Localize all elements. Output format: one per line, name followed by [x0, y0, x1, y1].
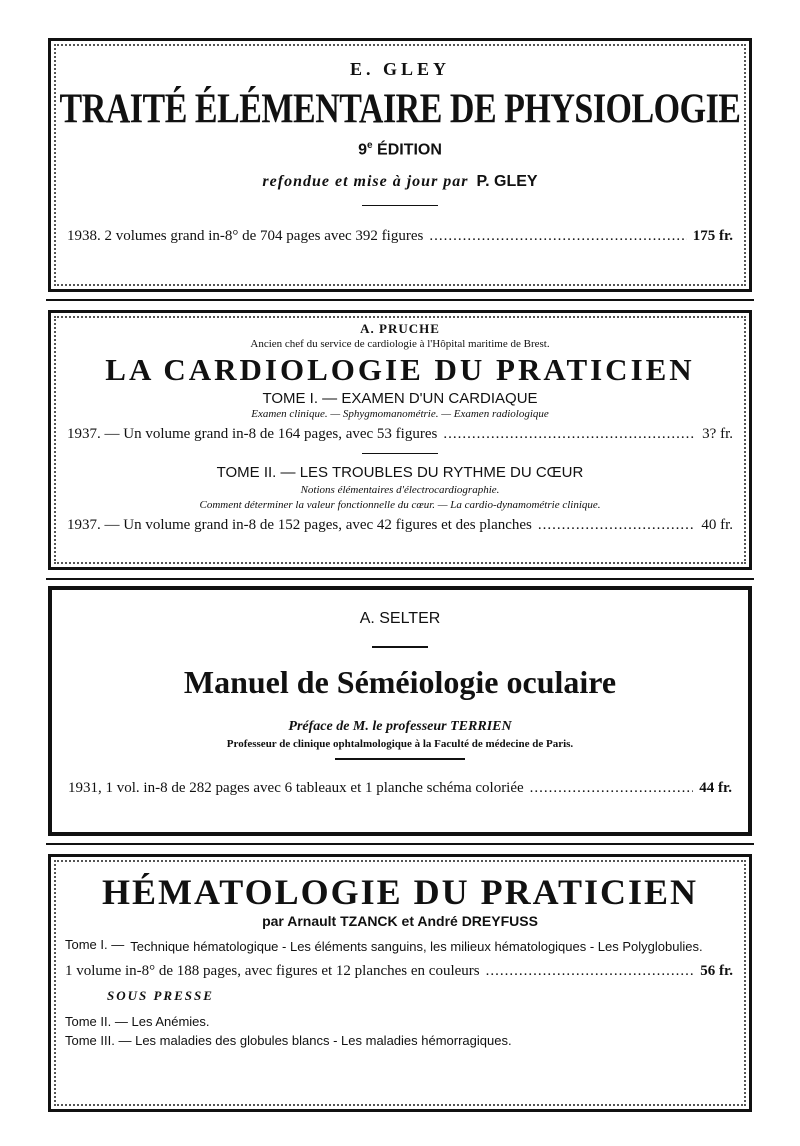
gley-details-line: [51, 228, 749, 245]
selter-details-line: [52, 780, 748, 797]
hemato-price: 56 fr.: [700, 963, 733, 979]
pruche-tome2-label: TOME II. — LES TROUBLES DU RYTHME DU CŒUR: [216, 464, 584, 481]
gley-details: 1938. 2 volumes grand in-8° de 704 pages avec 392 figures: [67, 228, 424, 245]
selter-author: A. SELTER: [359, 610, 441, 627]
hemato-tome2-label: Tome II. —: [65, 1014, 128, 1029]
pruche-tome1-price: 3? fr.: [702, 426, 733, 442]
pruche-tome2-price: 40 fr.: [701, 517, 733, 533]
selter-divider-top: [372, 646, 428, 648]
selter-price: 44 fr.: [699, 780, 732, 796]
pruche-tome2-line: [51, 517, 749, 534]
hemato-tome3-label: Tome III. —: [65, 1033, 132, 1048]
pruche-divider: [362, 453, 438, 454]
pruche-tome1-subjects: Examen clinique. — Sphygmomanométrie. — Examen radiologique: [251, 408, 549, 420]
leader-dots: [486, 963, 695, 980]
hemato-tome1-label: Tome I. —: [65, 937, 125, 952]
gley-revised-by: refondue et mise à jour par: [262, 173, 469, 191]
selter-divider-bottom: [335, 758, 465, 760]
gley-price: 175 fr.: [692, 228, 733, 245]
gley-advert: [48, 38, 752, 292]
hemato-title: HÉMATOLOGIE DU PRATICIEN: [101, 872, 699, 912]
gley-reviser: P. GLEY: [476, 173, 538, 191]
leader-dots: [443, 426, 696, 443]
section-separator: [46, 578, 754, 580]
hemato-tome3: [51, 1033, 749, 1048]
hemato-tome2: [51, 1014, 749, 1029]
hemato-authors: par Arnault TZANCK et André DREYFUSS: [262, 913, 538, 929]
hemato-tome2-text: Les Anémies.: [131, 1014, 210, 1029]
hemato-press: SOUS PRESSE: [107, 988, 214, 1003]
gley-revision: [51, 173, 749, 191]
selter-title: Manuel de Séméiologie oculaire: [183, 664, 617, 700]
pruche-tome1-label: TOME I. — EXAMEN D'UN CARDIAQUE: [262, 390, 538, 407]
hemato-details-line: [51, 963, 749, 980]
leader-dots: [538, 517, 695, 534]
gley-edition-number: 9: [358, 141, 367, 159]
hemato-advert: [48, 854, 752, 1112]
pruche-author-title: Ancien chef du service de cardiologie à l'Hôpital maritime de Brest.: [250, 338, 550, 350]
gley-edition-sup: e: [367, 140, 373, 151]
pruche-tome2-details: 1937. — Un volume grand in-8 de 152 pages, avec 42 figures et des planches: [67, 517, 532, 533]
selter-details: 1931, 1 vol. in-8 de 282 pages avec 6 tableaux et 1 planche schéma coloriée: [68, 780, 524, 796]
selter-preface: Préface de M. le professeur TERRIEN: [288, 719, 512, 734]
leader-dots: [530, 780, 694, 797]
gley-edition: [51, 140, 749, 159]
gley-title: TRAITÉ ÉLÉMENTAIRE DE PHYSIOLOGIE: [59, 86, 741, 133]
selter-preface-title: Professeur de clinique ophtalmologique à la Faculté de médecine de Paris.: [226, 738, 574, 750]
pruche-tome1-line: [51, 426, 749, 443]
section-separator: [46, 299, 754, 301]
pruche-tome2-subjects-1: Notions élémentaires d'électrocardiographie.: [300, 484, 500, 496]
gley-edition-word: ÉDITION: [377, 141, 442, 159]
pruche-author: A. PRUCHE: [360, 321, 440, 336]
hemato-tome3-text: Les maladies des globules blancs - Les maladies hémorragiques.: [135, 1033, 512, 1048]
pruche-tome1-details: 1937. — Un volume grand in-8 de 164 pages, avec 53 figures: [67, 426, 438, 442]
hemato-tome1: [51, 937, 749, 957]
section-separator: [46, 843, 754, 845]
pruche-title: LA CARDIOLOGIE DU PRATICIEN: [105, 352, 695, 387]
pruche-tome2-subjects-2: Comment déterminer la valeur fonctionnelle du cœur. — La cardio-dynamométrie clinique.: [199, 499, 601, 511]
hemato-tome1-text: Technique hématologique - Les éléments sanguins, les milieux hématologiques - Les Polyglobulies.: [130, 939, 703, 954]
gley-divider: [362, 205, 438, 206]
hemato-details: 1 volume in-8° de 188 pages, avec figures et 12 planches en couleurs: [65, 963, 480, 979]
selter-advert: [48, 586, 752, 836]
gley-author: E. GLEY: [349, 59, 451, 79]
pruche-advert: [48, 310, 752, 570]
leader-dots: [429, 228, 686, 245]
